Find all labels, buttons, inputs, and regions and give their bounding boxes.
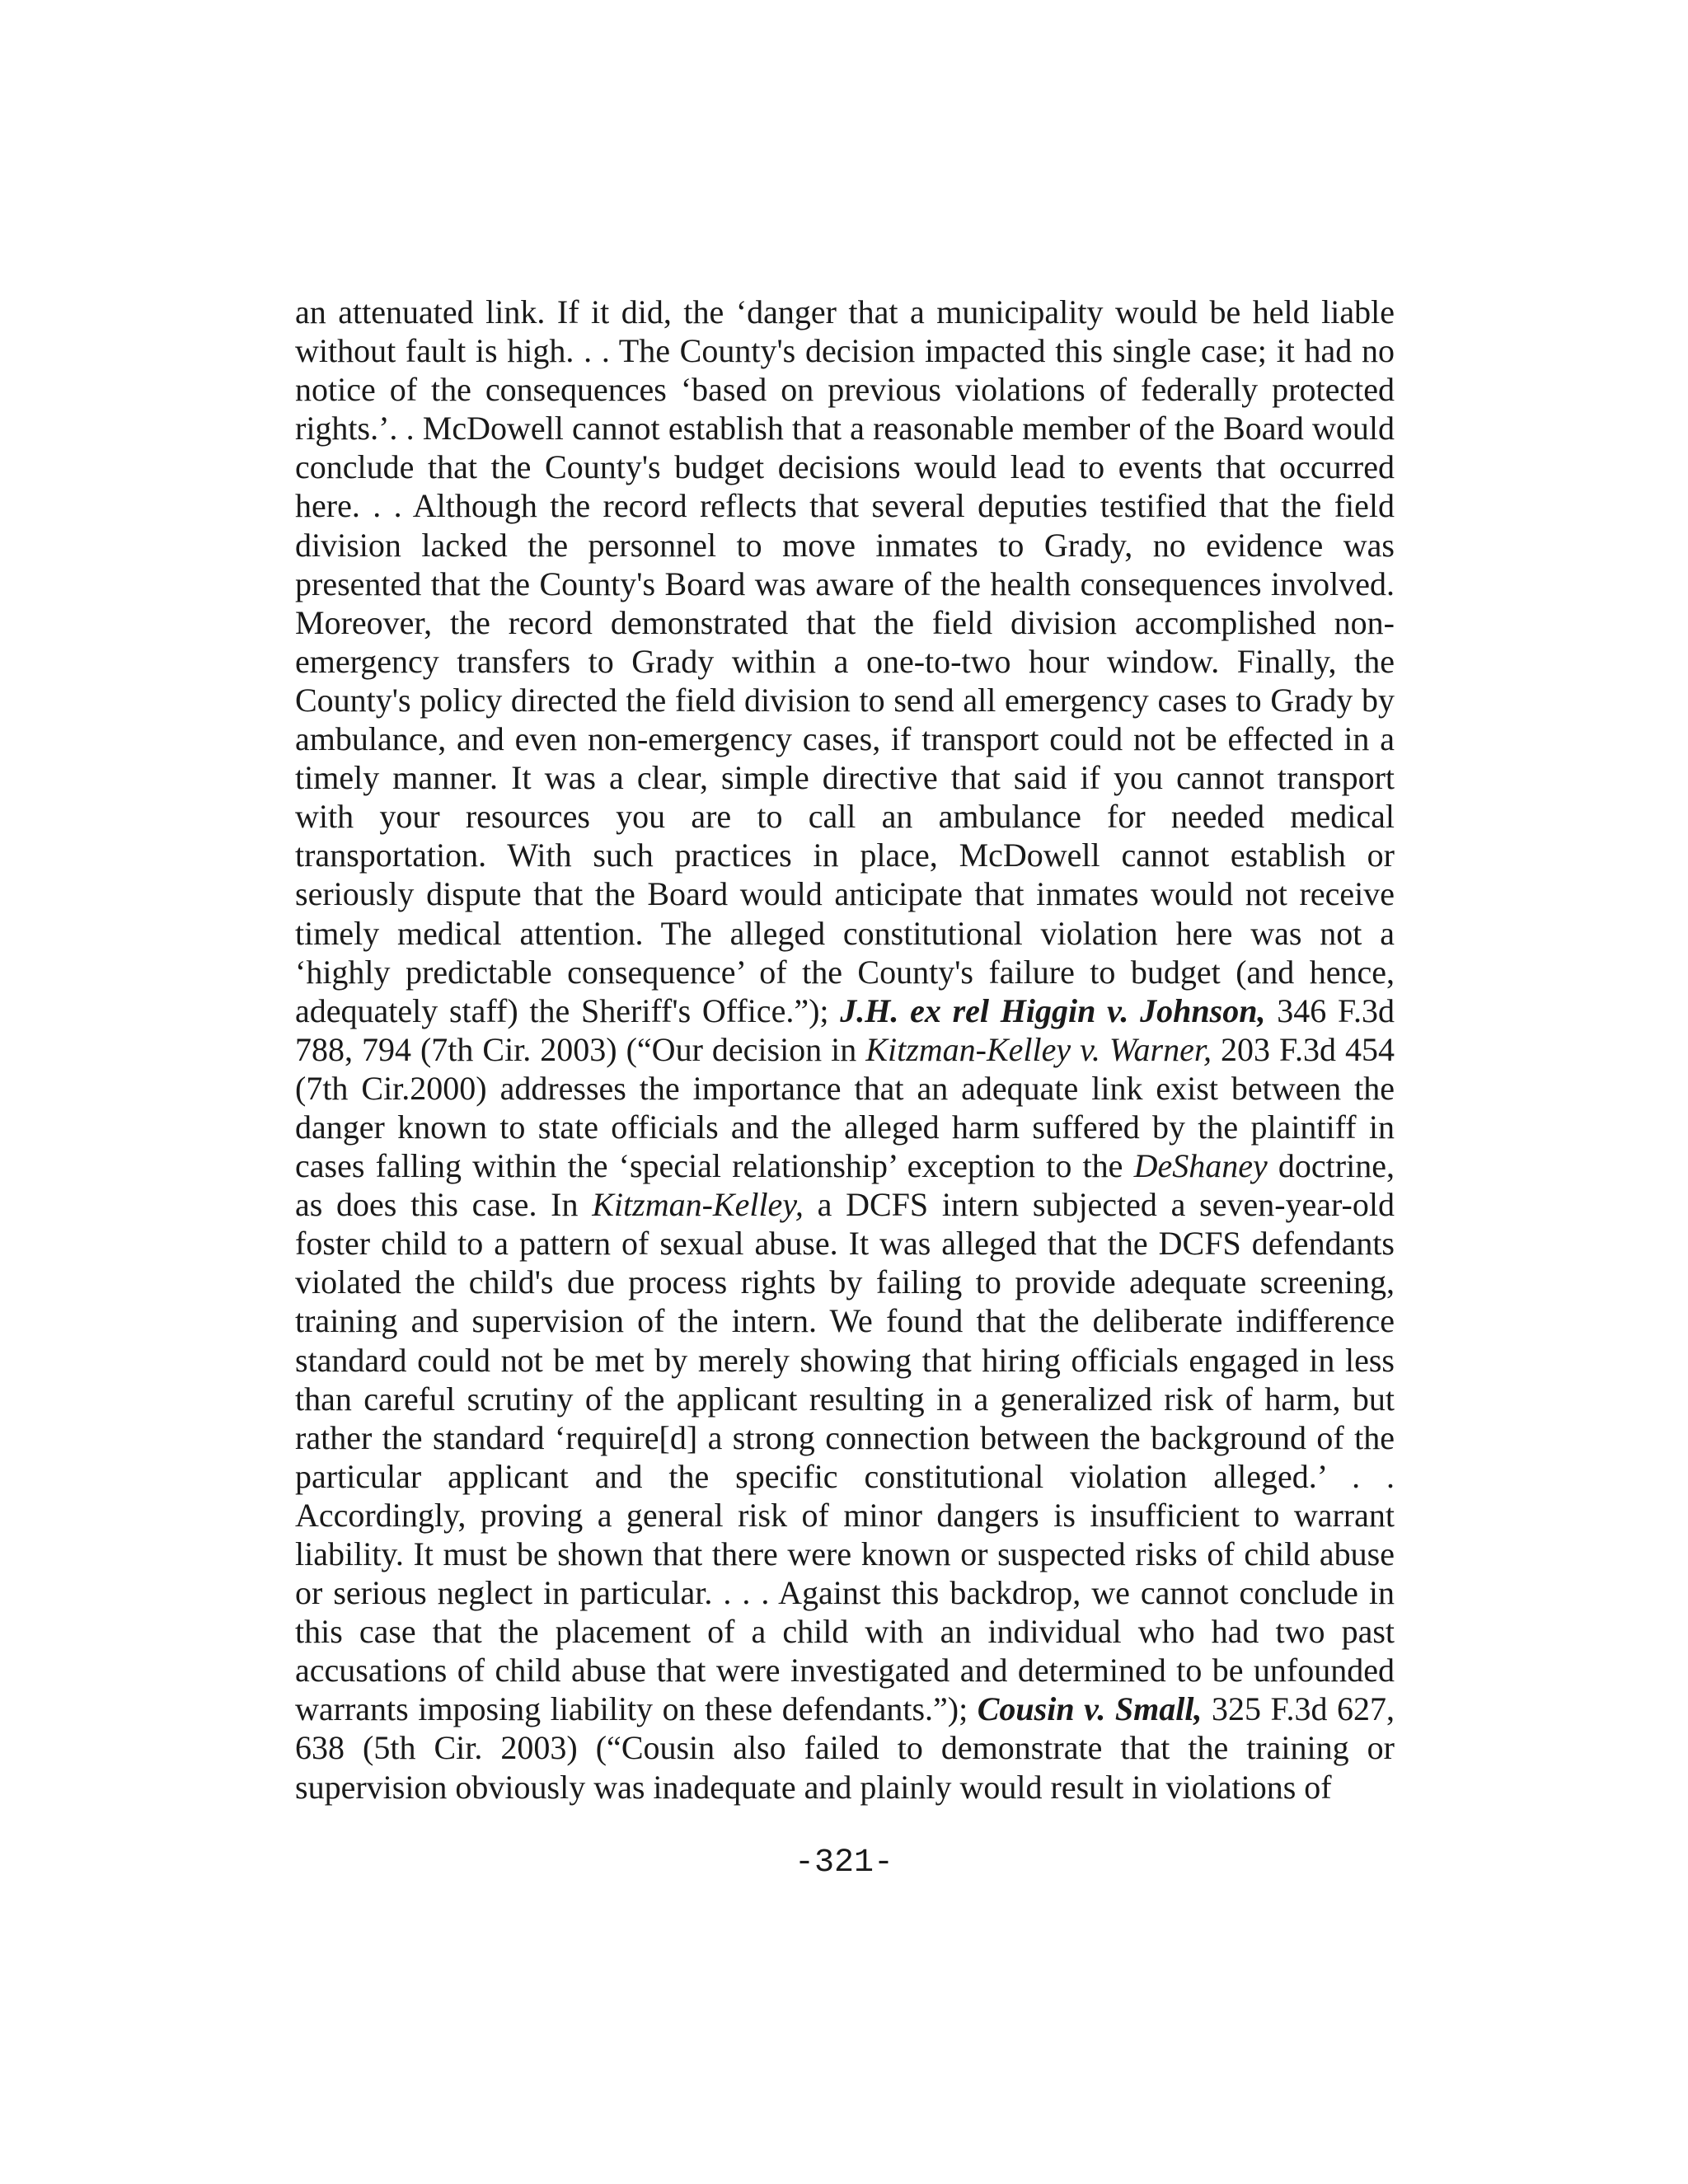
case-name-higgin: J.H. ex rel Higgin v. Johnson, (840, 991, 1266, 1029)
case-name-kitzman-kelley-short: Kitzman-Kelley, (592, 1186, 804, 1224)
text-run: 346 F.3d 788, 794 (7th Cir. 2003) (“Our decision in (295, 991, 1395, 1068)
body-paragraph (295, 293, 1395, 1807)
case-name-kitzman-kelley: Kitzman-Kelley v. Warner, (865, 1030, 1212, 1068)
text-run: 203 F.3d 454 (7th Cir.2000) addresses the importance that an adequate link exist between the danger known to state officials and the alleged harm suffered by the plaintiff in cases falling within the ‘special relationship’ exception to the (295, 1030, 1395, 1185)
page-number: -321- (794, 1844, 894, 1882)
text-run: a DCFS intern subjected a seven-year-old foster child to a pattern of sexual abuse. It was alleged that the DCFS defendants violated the child's due process rights by failing to provide adequate screening, training and supervision of the intern. We found that the deliberate indifference standard could not be met by merely showing that hiring officials engaged in less than careful scrutiny of the applicant resulting in a generalized risk of harm, but rather the standard ‘require[d] a strong connection between the background of the particular applicant and the specific constitutional violation alleged.’ . . Accordingly, proving a general risk of minor dangers is insufficient to warrant liability. It must be shown that there were known or suspected risks of child abuse or serious neglect in particular. . . . Against this backdrop, we cannot conclude in this case that the placement of a child with an individual who had two past accusations of child abuse that were investigated and determined to be unfounded warrants imposing liability on these defendants.”); (295, 1186, 1395, 1728)
text-run: an attenuated link. If it did, the ‘danger that a municipality would be held liable without fault is high. . . The County's decision impacted this single case; it had no notice of the consequences ‘based on previous violations of federally protected rights.’. . McDowell cannot establish that a reasonable member of the Board would conclude that the County's budget decisions would lead to events that occurred here. . . Although the record reflects that several deputies testified that the field division lacked the personnel to move inmates to Grady, no evidence was presented that the County's Board was aware of the health consequences involved. Moreover, the record demonstrated that the field division accomplished non-emergency transfers to Grady within a one-to-two hour window. Finally, the County's policy directed the field division to send all emergency cases to Grady by ambulance, and even non-emergency cases, if transport could not be effected in a timely manner. It was a clear, simple directive that said if you cannot transport with your resources you are to call an ambulance for needed medical transportation. With such practices in place, McDowell cannot establish or seriously dispute that the Board would anticipate that inmates would not receive timely medical attention. The alleged constitutional violation here was not a ‘highly predictable consequence’ of the County's failure to budget (and hence, adequately staff) the Sheriff's Office.”); (295, 293, 1395, 1029)
case-name-deshaney: DeShaney (1133, 1147, 1268, 1185)
text-run: doctrine, as does this case. In (295, 1147, 1395, 1224)
case-name-cousin: Cousin v. Small, (977, 1690, 1203, 1728)
text-run: 325 F.3d 627, 638 (5th Cir. 2003) (“Cousin also failed to demonstrate that the training or supervision obviously was inadequate and plainly would result in violations of (295, 1690, 1395, 1806)
